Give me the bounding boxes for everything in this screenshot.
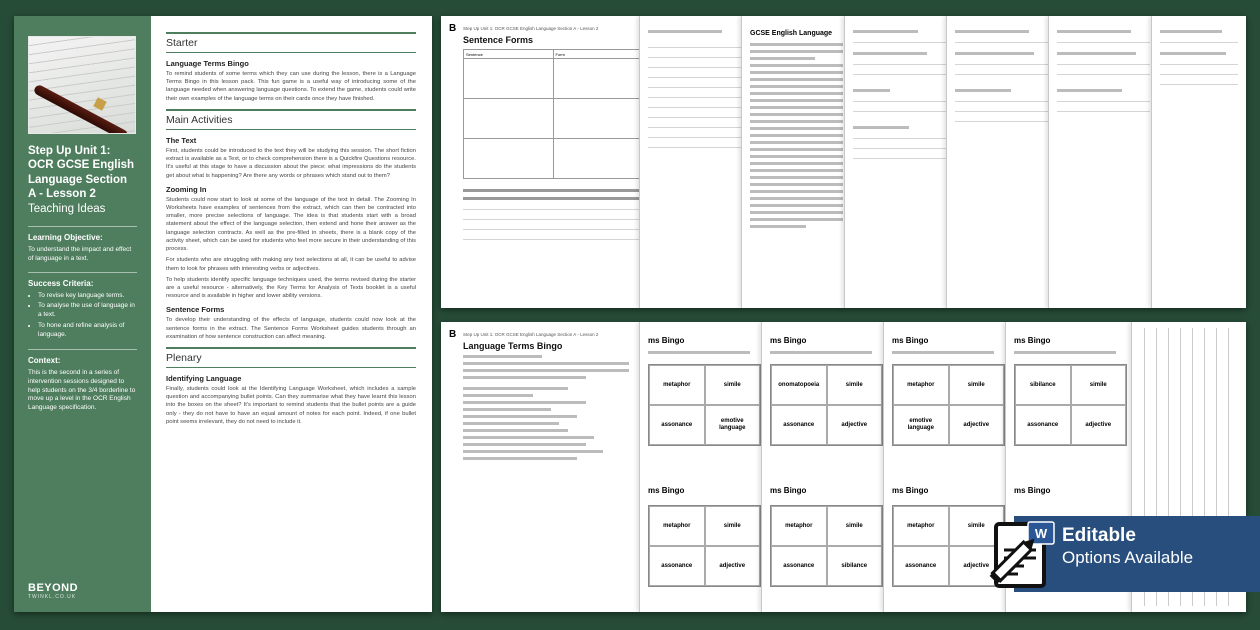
sheet-title: Language Terms Bingo: [463, 341, 563, 351]
pen-photo: [28, 36, 136, 134]
beyond-b-icon: B: [449, 23, 457, 34]
paragraph: For students who are struggling with making any text selections at all, it can be useful to advise them to look for phrases with interesting verbs or adjectives.: [166, 257, 416, 272]
list-item: • To revise key language terms.: [38, 292, 137, 301]
bingo-grid: onomatopoeia simile assonance adjective: [770, 364, 883, 446]
editable-options-badge[interactable]: [988, 514, 1260, 596]
bingo-card-page: ms Bingo onomatopoeia simile assonance adjective ms Bingo metaphor simile assonance sibilance: [761, 322, 891, 612]
bingo-card-page: ms Bingo metaphor simile emotive language adjective ms Bingo metaphor simile assonance adjective: [883, 322, 1013, 612]
paragraph: To remind students of some terms which they can use during the lesson, there is a Language Terms Bingo in this lesson pack. This fun game is a useful way of introducing some of the language needed when answering language questions. To extend the game, students could write their own examples of the language terms on their cards once they have finished.: [166, 71, 416, 102]
context-box: Context: This is the second in a series of intervention sessions designed to help students on the 3/4 borderline to move up a level in the OCR English Language specification.: [28, 349, 137, 421]
svg-text:W: W: [1034, 526, 1048, 541]
success-criteria-box: Success Criteria: • To revise key language terms. • To analyse the use of language in a text. • To hone and refine analysis of language.: [28, 272, 137, 350]
beyond-logo: BEYOND TWINKL.CO.UK: [28, 582, 79, 600]
badge-subtitle: Options Available: [1062, 547, 1194, 567]
learning-objective-box: Learning Objective: To understand the impact and effect of language in a text.: [28, 226, 137, 271]
section-heading-starter: Starter: [166, 32, 416, 53]
quickfire-questions-page: [946, 16, 1056, 308]
worksheet-page: [639, 16, 749, 308]
worksheets-top-panel: [441, 16, 1246, 308]
section-heading-plenary: Plenary: [166, 347, 416, 368]
text-extract-page: GCSE English Language: [741, 16, 851, 308]
quickfire-questions-page: [1048, 16, 1158, 308]
teaching-ideas-content: [151, 16, 432, 612]
sentence-forms-sheet: B Step Up Unit 1: OCR GCSE English Language Section A - Lesson 2 Sentence Forms Sentence Form: [441, 16, 646, 308]
section-heading-main-activities: Main Activities: [166, 109, 416, 130]
bingo-grid: metaphor simile assonance adjective: [648, 505, 761, 587]
bingo-grid: sibilance simile assonance adjective: [1014, 364, 1127, 446]
teaching-ideas-page: [14, 16, 432, 612]
sub-heading: Identifying Language: [166, 374, 242, 384]
bingo-card-page: ms Bingo metaphor simile assonance emotive language ms Bingo metaphor simile assonance adjective: [639, 322, 769, 612]
bingo-grid: metaphor simile assonance sibilance: [770, 505, 883, 587]
quickfire-questions-page: [1151, 16, 1246, 308]
language-terms-bingo-sheet: B Step Up Unit 1: OCR GCSE English Language Section A - Lesson 2 Language Terms Bingo: [441, 322, 646, 612]
sheet-title: Sentence Forms: [463, 35, 534, 45]
bingo-grid: metaphor simile assonance adjective: [892, 505, 1005, 587]
sub-heading: Language Terms Bingo: [166, 59, 249, 68]
bingo-card-page: ms Bingo sibilance simile assonance adjective ms Bingo: [1005, 322, 1135, 612]
paragraph: To develop their understanding of the effects of language, students could now look at the sentence forms in the extract. The Sentence Forms Worksheet guides students through an examination of how sentence construction can affect meaning.: [166, 317, 416, 340]
teaching-ideas-sidebar: [14, 16, 151, 612]
page-subtitle: Teaching Ideas: [28, 202, 106, 215]
sub-heading: Zooming In: [166, 184, 207, 194]
quickfire-questions-page: [844, 16, 954, 308]
bingo-grid: metaphor simile emotive language adjective: [892, 364, 1005, 446]
sub-heading: Sentence Forms: [166, 305, 225, 315]
beyond-b-icon: B: [449, 329, 457, 340]
paragraph: To help students identify specific language techniques used, the terms revised during the starter are a useful resource - alternatively, the Key Terms for Analysis of Texts booklet is a useful resource and is available in higher and lower ability versions.: [166, 276, 416, 300]
paragraph: Students could now start to look at some of the language of the text in detail. The Zooming In Worksheets have examples of sentences from the extract, which can then be contracted into smaller, more precise selections of language. The idea is that students start with a broad statement about the effect of the language selection, then extend and hone their answer as the language selection contracts. As well as the pre-filled in sheets, there is a blank copy of the activity sheet, which can be used for students who feel more secure in their understanding of this process.: [166, 196, 416, 253]
sub-heading: The Text: [166, 135, 197, 145]
page-title: Step Up Unit 1: OCR GCSE English Language Section A - Lesson 2: [28, 145, 135, 201]
paragraph: Finally, students could look at the Identifying Language Worksheet, which includes a sample question and accompanying bullet points. Can they summarise what they have learnt this lesson into the boxes on the sheet? It's important to remind students that the bullet points are a guide only - they do not have to have an equal amount of notes for each point. Indeed, if one bullet point seems irrelevant, they do not need to include it.: [166, 386, 416, 425]
list-item: • To analyse the use of language in a text.: [38, 302, 137, 320]
list-item: • To hone and refine analysis of language.: [38, 322, 137, 340]
bingo-grid: metaphor simile assonance emotive language: [648, 364, 761, 446]
word-document-edit-icon: [988, 520, 1060, 592]
paragraph: First, students could be introduced to the text they will be studying this session. The short fiction extract is available as a Text, or to check comprehension there is a Quickfire Questions resource. It's useful at this stage to have a discussion about the piece: what impressions do the students get about what is happening? Are there any words or phrases which stand out to them?: [166, 147, 416, 179]
teacher-instructions-label: [463, 355, 542, 358]
badge-title: Editable: [1062, 525, 1136, 546]
sentence-forms-table: Sentence Form: [463, 49, 643, 179]
